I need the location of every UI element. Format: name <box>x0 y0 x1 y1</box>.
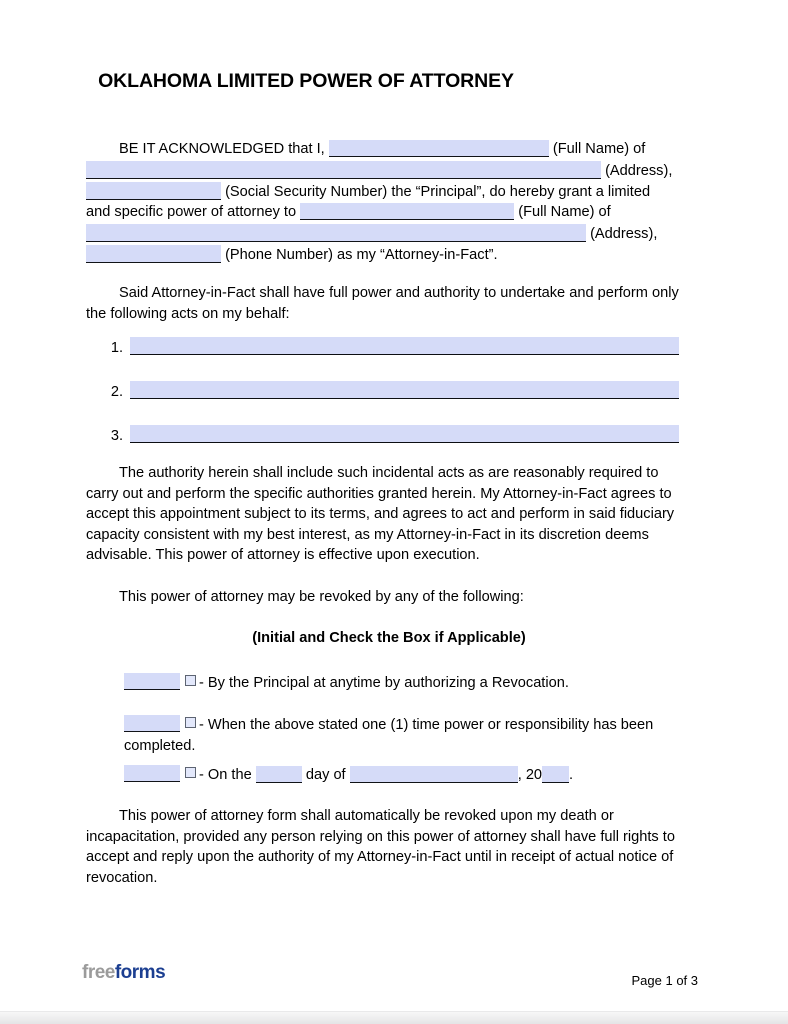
revocation-option-2-label: - When the above stated one (1) time power or responsibility has been completed. <box>124 717 654 754</box>
revocation-option-2 <box>86 712 696 756</box>
checkbox-icon[interactable] <box>185 675 196 686</box>
principal-address-field[interactable] <box>86 161 601 179</box>
revocation-option-1-label: - By the Principal at anytime by authorizing a Revocation. <box>199 675 569 691</box>
revocation-option-3-initial-field[interactable] <box>124 765 180 782</box>
date-option-year-prefix: 20 <box>525 767 543 783</box>
agent-address-label: (Address), <box>590 226 658 242</box>
numbered-item-3-field[interactable] <box>130 425 679 443</box>
logo-free-text: free <box>82 962 115 983</box>
document-content <box>86 0 698 1012</box>
closing-paragraph: This power of attorney form shall automatically be revoked upon my death or incapacitation, provided any person relying on this power of attorney shall have full rights to accept and reply upon the authority of my Attorney-in-Fact until in receipt of actual notice of revocation. <box>86 808 675 886</box>
initial-check-heading: (Initial and Check the Box if Applicable) <box>252 630 526 646</box>
checkbox-icon[interactable] <box>185 767 196 778</box>
intro-lead-text: BE IT ACKNOWLEDGED that I, <box>119 141 325 157</box>
numbered-item-3 <box>86 422 698 447</box>
logo-forms-text: forms <box>114 962 166 983</box>
revocation-intro-paragraph: This power of attorney may be revoked by any of the following: <box>119 589 524 605</box>
numbered-item-3-label: 3. <box>110 428 123 444</box>
revocation-year-field[interactable] <box>542 766 569 783</box>
agent-name-label: (Full Name) of <box>518 204 611 220</box>
revocation-option-1 <box>86 670 696 694</box>
page-number: Page 1 of 3 <box>631 973 698 988</box>
numbered-item-2-field[interactable] <box>130 381 679 399</box>
revocation-option-3 <box>86 762 696 786</box>
numbered-item-2-label: 2. <box>110 384 123 400</box>
authority-paragraph: The authority herein shall include such incidental acts as are reasonably required to carry out and perform the specific authorities granted herein. My Attorney-in-Fact agrees to accept this appointment subject to its terms, and agrees to act and perform in said fiduciary capacity consistent with my best interest, as my Attorney-in-Fact in its discretion deems advisable. This power of attorney is effective upon execution. <box>86 465 675 564</box>
agent-name-field[interactable] <box>300 203 514 220</box>
powers-intro-paragraph: Said Attorney-in-Fact shall have full power and authority to undertake and perform only the following acts on my behalf: <box>86 285 679 322</box>
grant-text: and specific power of attorney to <box>86 204 297 220</box>
revocation-option-2-initial-field[interactable] <box>124 715 180 732</box>
numbered-item-2 <box>86 378 698 403</box>
numbered-item-1-label: 1. <box>110 340 123 356</box>
principal-name-field[interactable] <box>329 140 549 157</box>
numbered-item-1 <box>86 334 698 359</box>
date-option-comma: , <box>517 767 522 783</box>
principal-name-label: (Full Name) of <box>552 141 646 157</box>
principal-address-label: (Address), <box>605 163 673 179</box>
intro-line-1 <box>86 137 692 160</box>
agent-address-field[interactable] <box>86 224 586 242</box>
intro-line-6 <box>86 242 692 266</box>
numbered-item-1-field[interactable] <box>130 337 679 355</box>
agent-phone-label: (Phone Number) as my “Attorney-in-Fact”. <box>225 247 498 263</box>
revocation-option-1-initial-field[interactable] <box>124 673 180 690</box>
freeforms-logo[interactable] <box>82 962 165 984</box>
date-option-middle: day of <box>305 767 346 783</box>
checkbox-icon[interactable] <box>185 717 196 728</box>
page-title: OKLAHOMA LIMITED POWER OF ATTORNEY <box>98 70 514 92</box>
principal-ssn-label: (Social Security Number) the “Principal”, do hereby grant a limited <box>225 184 651 200</box>
page-background-area <box>0 1012 788 1024</box>
revocation-day-field[interactable] <box>256 766 302 783</box>
revocation-month-field[interactable] <box>350 766 518 783</box>
agent-phone-field[interactable] <box>86 245 221 263</box>
intro-line-4 <box>86 200 692 223</box>
date-option-period: . <box>569 767 574 783</box>
date-option-prefix: - On the <box>199 767 252 783</box>
principal-ssn-field[interactable] <box>86 182 221 200</box>
